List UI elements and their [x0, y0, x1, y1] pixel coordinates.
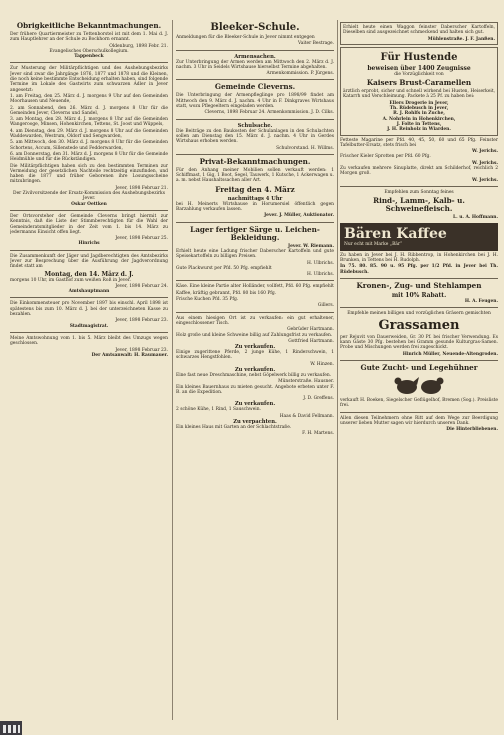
ad-title: Lager fertiger Särge u. Leichen-Bekleidung.: [190, 224, 320, 242]
ad-title: Zu verkaufen.: [234, 366, 276, 373]
ad-signature: H. Ulbrichs.: [307, 272, 334, 278]
ad-text: Frische Kuchen Pfd. 35 Pfg.: [176, 297, 239, 303]
notice-text: Die Einkommensteuer pro November 1897 bis einschl. April 1898 ist spätestens bis zum 10. März d. J. bei der unterzeichneten Kasse zu bezahlen.: [10, 301, 168, 318]
ad-signature: W. Jerichs.: [471, 177, 498, 183]
ad-signature: H. A. Feugen.: [464, 299, 498, 305]
ad-signature: W. Jerichs.: [471, 160, 498, 166]
notice-org: Der Zivilvorsitzende der Ersatz-Kommission des Aushebungsbezirks Jever.: [13, 191, 165, 202]
divider: [176, 119, 334, 120]
ad-signature: Mühlenstraße. J. F. Janßen.: [427, 36, 495, 42]
ad-signature: Gottfried Hartmann.: [288, 338, 334, 344]
list-item: 5. am Mittwoch, den 30. März d. J. morgens 8 Uhr für die Gemeinden Schortens, Accum, Sillenstede und Fedderwarden,: [10, 140, 168, 151]
ad-text: Aus einem hiesigen Ort ist zu verkaufen: ein gut erhaltener, eingeschlossener Tisch.: [176, 315, 334, 326]
ad-caramels: [340, 47, 498, 136]
ad-text: In 75. 80. 85. 90 u. 95 Pfg. per 1/2 Pfd. in Jever bei Th. Rüdebusch.: [340, 264, 498, 275]
divider: [340, 186, 498, 187]
event-date: Freitag den 4. März: [215, 184, 295, 194]
notice-place: Jever, 1898 Februar 23.: [115, 318, 168, 324]
divider: [10, 332, 168, 333]
divider: [340, 278, 498, 279]
column-local-notices: [176, 20, 334, 720]
ad-signature: Gebrüder Hartmann.: [287, 327, 334, 333]
notice-signature: Armenkommission. P. Jürgens.: [266, 71, 334, 77]
ad-signature: L. u. A. Hoffmann.: [453, 215, 498, 221]
divider: [176, 280, 334, 281]
ad-title: Kronen-, Zug- und Stehlampen: [356, 281, 482, 291]
notice-place: Jever, 1898 Februar 24.: [115, 283, 168, 289]
ad-title: Gute Zucht- und Legehühner: [360, 362, 478, 372]
ad-text: Allen diesen Teilnehmern ohne Ritt auf dem Wege zur Beerdigung unserer lieben Mutter sagen wir hierdurch unseren Dank.: [340, 415, 498, 426]
section-title: Privat-Bekanntmachungen.: [199, 156, 311, 166]
divider: [176, 154, 334, 155]
ad-signature: Gillers.: [317, 303, 334, 309]
dealer-item: R. J. Rohlfs in Zuche,: [393, 111, 445, 117]
column-advertisements: [340, 20, 498, 720]
notice-text: Für den Anhang meiner Mobilien sollen verkauft werden: 1 Schiffmast, 1 Gig, 1 Boot, Segel, Tauwerk, 1 Kutsche, 1 Ackerwagen u. a. m. nebst Haushaltssachen aller Art.: [176, 167, 334, 184]
viewer-logo: [0, 721, 22, 735]
column-divider: [172, 20, 173, 720]
notice-text: Meine Amtswohnung vom 1. bis 5. März bleibt des Umzugs wegen geschlossen.: [10, 335, 168, 347]
divider: [10, 210, 168, 211]
divider: [176, 50, 334, 51]
notice-place: Jever, 1898 Februar 23.: [115, 347, 168, 353]
ad-text: Holz große und kleine Schweine billig auf Zahlungsfrist zu verkaufen.: [176, 332, 333, 338]
ad-text: Käse. Eine kleine Partie alter Holländer, vollfett, Pfd. 60 Pfg. empfiehlt: [176, 284, 334, 290]
notice-text: bei H. Meinerts Wirtshause in Horumersiel öffentlich gegen Barzahlung verkaufen lassen.: [176, 201, 334, 213]
divider: [10, 250, 168, 251]
notice-text: Anmeldungen für die Bleeker-Schule in Jever nimmt entgegen: [176, 35, 315, 40]
ad-text: Frischer Kieler Sprotten per Pfd. 60 Pfg.: [340, 154, 431, 160]
notice-signature: Jever. J. Müller, Auktionator.: [264, 213, 334, 219]
ad-title: Zu verkaufen.: [234, 401, 276, 408]
list-item: 3. am Montag, den 28. März d. J. morgens 8 Uhr auf die Gemeinden Wangerooge, Minsen, Hohenkirchen, Tettens, St. Joost und Wüppels,: [10, 117, 168, 128]
ad-title: Zu verkaufen.: [234, 344, 276, 351]
notice-place: Jever, 1898 Februar 21.: [115, 185, 168, 191]
ad-subtitle: mit 10% Rabatt.: [391, 292, 447, 300]
ad-text: Erhielt heute einen Waggon feinster Daberscher Kartoffeln, Dieselben sind ausgezeichnet schmeckend und halten sich gut.: [343, 25, 495, 36]
ad-text: per Rejuvit von Dauerweiden, Gr. 30 Pf. bei frischer Verwendung. Es kann Gäste 30 Pfg. bestehen bei Gramm gesunde Kulturgras-Samen. Probe und Mischungen werden frei zugeschickt.: [340, 334, 498, 351]
notice-org: Evangelisches Oberschulkollegium.: [49, 48, 129, 54]
notice-text: Zur Musterung der Militärpflichtigen und des Aushebungsbezirks Jever sind zwar die Jahrgänge 1876, 1877 und 1878 und die Kleinen, die noch keine bestimmte Entscheidung erhalten haben, sind folgende Termine im Lokale des Gastwirts zum schwarzen Adler in Jever angesetzt:: [10, 66, 168, 93]
dealer-item: J. Folte in Tettens,: [396, 121, 442, 127]
column-official-notices: [10, 20, 168, 720]
list-item: 1. am Freitag, den 25. März d. J. morgens 9 Uhr auf den Gemeinden Moorhausen und Neuende,: [10, 93, 168, 105]
dealer-item: Th. Rüdebusch in Jever,: [389, 106, 449, 112]
ad-text: verkauft H. Boeken, Siegelscher Geflügelhof, Bremen (Sog.). Preisliste frei.: [340, 398, 498, 409]
divider: [176, 222, 334, 223]
ad-signature: Haas & David Fellmann.: [279, 413, 334, 419]
ad-potatoes: [340, 22, 498, 45]
ad-text: Ein kleines Bauernhaus zu mieten gesucht. Angebote erbeten unter F. B. an die Expedition.: [176, 384, 334, 395]
ad-signature: J. D. Greffens.: [303, 396, 334, 402]
ad-text: Zu haben in Jever bei J. H. Ribbentrop, in Hohenkirchen bei J. H. Brunken, in Tettens bei H. Rudolph.: [340, 252, 498, 264]
notice-signature: Stadtmagistrat.: [69, 323, 109, 329]
notice-text: morgens 10 Uhr, im Gasthof zum weißen Roß in Jever.: [10, 277, 131, 283]
ad-text: Zu verkaufen mehrere Sinuplatte, direkt am Schilderhof, reichlich 2 Morgen groß.: [340, 166, 498, 177]
notice-place: Oldenburg, 1898 Febr. 21.: [109, 43, 168, 49]
ad-text: Ein kleines Haus mit Garten an der Schlachtstraße.: [176, 425, 292, 431]
chicken-icon: [389, 374, 449, 396]
notice-signature: Vaiter Bestrage.: [297, 41, 334, 47]
ad-text: Eine fast neue Dreschmaschine, nebst Göpelwerk billig zu verkaufen.: [176, 372, 332, 378]
section-title: Schulsache.: [237, 122, 273, 129]
section-title: Gemeinde Cleverns.: [214, 82, 296, 92]
ad-subtitle: Empfehle meinen billigen und vorzüglichen Gräsern gemischten: [347, 311, 491, 317]
dealer-item: Ellers Drogerie in Jever,: [389, 100, 449, 106]
ad-subtitle: Nur echt mit Marke „Bär“: [344, 241, 403, 247]
section-title: Obrigkeitliche Bekanntmachungen.: [16, 21, 162, 30]
ad-text: Erhielt heute eine Ladung frischer Daberscher Kartoffeln und gute Speisekartoffeln zu billigen Preisen.: [176, 248, 334, 260]
ad-brand: Kaisers Brust-Caramellen: [366, 78, 472, 88]
muster-schedule-list: [10, 94, 168, 163]
ad-text: Einige zugerittene Pferde, 2 junge Kühe, 1 Rinderschwein, 1 schwarzes Hengstfohlen.: [176, 350, 334, 361]
ad-signature: Münsterstraße. Hausner.: [278, 379, 334, 385]
ad-text: Gute Plackwurst per Pfd. 50 Pfg. empfiehlt: [176, 265, 272, 271]
ad-signature: W. Jerichs.: [471, 149, 498, 155]
ad-title: Grassamen: [378, 317, 460, 333]
notice-text: Zur Unterbringung der Armen werden am Mittwoch den 2. März d. J. nachm. 3 Uhr in Seidels Wirtshause hierselbst Termine abgehalten.: [176, 59, 334, 70]
notice-signature: Amtshauptmann: [68, 289, 110, 295]
ad-signature: Hinrich Müller, Neuende-Altengroden.: [402, 351, 498, 357]
column-divider: [337, 20, 338, 720]
notice-signature: Tappenbeck: [74, 54, 104, 60]
notice-signature: Cleverns, 1898 Februar 24. Armenkommission. J. D. Cilks.: [204, 110, 334, 116]
divider: [340, 360, 498, 361]
divider: [10, 62, 168, 63]
section-title: Bleeker-Schule.: [210, 22, 300, 33]
ad-subtitle: beweisen über 1400 Zeugnisse: [367, 64, 471, 72]
event-time: nachmittags 4 Uhr: [227, 195, 283, 202]
ad-text: Fetteste Magarine per Pfd. 40, 45, 50, 60 und 65 Pfg. Feinster Tafelbutter-Ersatz, stets frisch bei: [340, 137, 498, 148]
ad-title: Rind-, Lamm-, Kalb- u. Schweinefleisch.: [373, 196, 465, 214]
ad-text: Kaffee, kräftig gebrannt, Pfd. 80 bis 160 Pfg.: [176, 290, 277, 296]
ad-text: 2 schöne Kühe, 1 Rind, 1 Sauschwein.: [176, 407, 261, 413]
list-item: 4. am Dienstag, den 29. März d. J. morgens 8 Uhr auf die Gemeinden Waddewarden, Westrum, Oldorf und Sengwarden,: [10, 128, 168, 140]
notice-text: Die Zusammenkunft der Jäger und Jagdberechtigten des Amtsbezirks Jever zur Besprechung über die Ausführung der Jagdverordnung findet statt am: [10, 253, 168, 270]
ad-baren-kaffee: [340, 223, 498, 251]
notice-text: Die Unterbringung der Armenpfleglinge pro 1898/99 findet am Mittwoch den 9. März d. J. nachm. 4 Uhr in F. Dinkgraves Wirtshaus statt, wozu Pflegeeltern eingeladen werden.: [176, 93, 334, 110]
notice-signature: Schulvorstand. H. Willms.: [276, 145, 334, 151]
poultry-illustration: [340, 374, 498, 398]
ad-signature: Die Hinterbliebenen.: [446, 427, 498, 433]
notice-signature: Der Amtsanwalt: H. Raumauer.: [91, 352, 168, 358]
divider: [176, 79, 334, 80]
ad-signature: F. H. Martens.: [302, 431, 334, 437]
section-title: Armensachen.: [234, 53, 276, 60]
notice-text: Die Beiträge zu den Baukosten der Schulanlagen in den Schulachten sollen am Dienstag den 15. März d. J. nachm. 4 Uhr in Gerdes Wirtshaus erhoben werden.: [176, 128, 334, 145]
notice-text: Der frühere Quartiermeister zu Tettenborstel ist mit dem 1. Mai d. J. zum Hauptlehrer an der Schule zu Bockhorn ernannt.: [10, 32, 168, 43]
ad-subtitle: die Vorzüglichkeit von: [394, 71, 444, 77]
ad-title: Bären Kaffee: [344, 225, 447, 242]
ad-subtitle: Empfehlen zum Sonntag feines: [384, 189, 454, 195]
notice-signature: Oskar Oettken: [71, 201, 107, 207]
dealer-item: J. H. Reinholz in Wiarden.: [387, 127, 451, 133]
ad-signature: Jever. W. Riemann.: [288, 243, 334, 249]
divider: [340, 307, 498, 308]
dealer-item: A. Nohrlein in Hohenkirchen,: [382, 116, 456, 122]
notice-place: Jever, 1898 Februar 25.: [115, 236, 168, 242]
ad-text: ärztlich erprobt, sicher und schnell wirkend bei Husten, Heiserkeit, Katarrh und Verschleimung. Packete à 25 Pf. zu haben bei:: [343, 89, 495, 100]
ad-title: Für Hustende: [380, 51, 458, 63]
list-item: 2. am Sonnabend, den 26. März d. J. morgens 8 Uhr für die Gemeinden Jever, Cleverns und Sandel,: [10, 105, 168, 116]
ad-signature: W. Hinzen.: [310, 361, 334, 367]
newspaper-page: [10, 20, 498, 720]
list-item: 6. am Donnerstag, den 31. März d. J. morgens 8 Uhr für die Gemeinde Heidmühle und für die Rückständigen.: [10, 151, 168, 163]
notice-signature: Hinrichs: [78, 241, 100, 247]
divider: [10, 297, 168, 298]
notice-text: Die Militärpflichtigen haben sich zu den bestimmten Terminen zur Vermeidung der gesetzlichen Nachteile rechtzeitig einzufinden, und haben die 1877 und früher Geborenen ihre Losungsscheine mitzubringen.: [10, 163, 168, 185]
ad-signature: H. Ulbrichs.: [307, 260, 334, 266]
divider: [340, 412, 498, 413]
divider: [176, 312, 334, 313]
notice-date: Montag, den 14. März d. J.: [44, 270, 134, 278]
notice-text: Der Ortsvorsteher der Gemeinde Cleverns bringt hiermit zur Kenntnis, daß die Liste der Stimmberechtigten für die Wahl der Gemeinderatsmitglieder in der Zeit vom 1. bis 14. März zu jedermanns Einsicht offen liegt.: [10, 213, 168, 235]
ad-title: Zu verpachten.: [233, 419, 277, 426]
